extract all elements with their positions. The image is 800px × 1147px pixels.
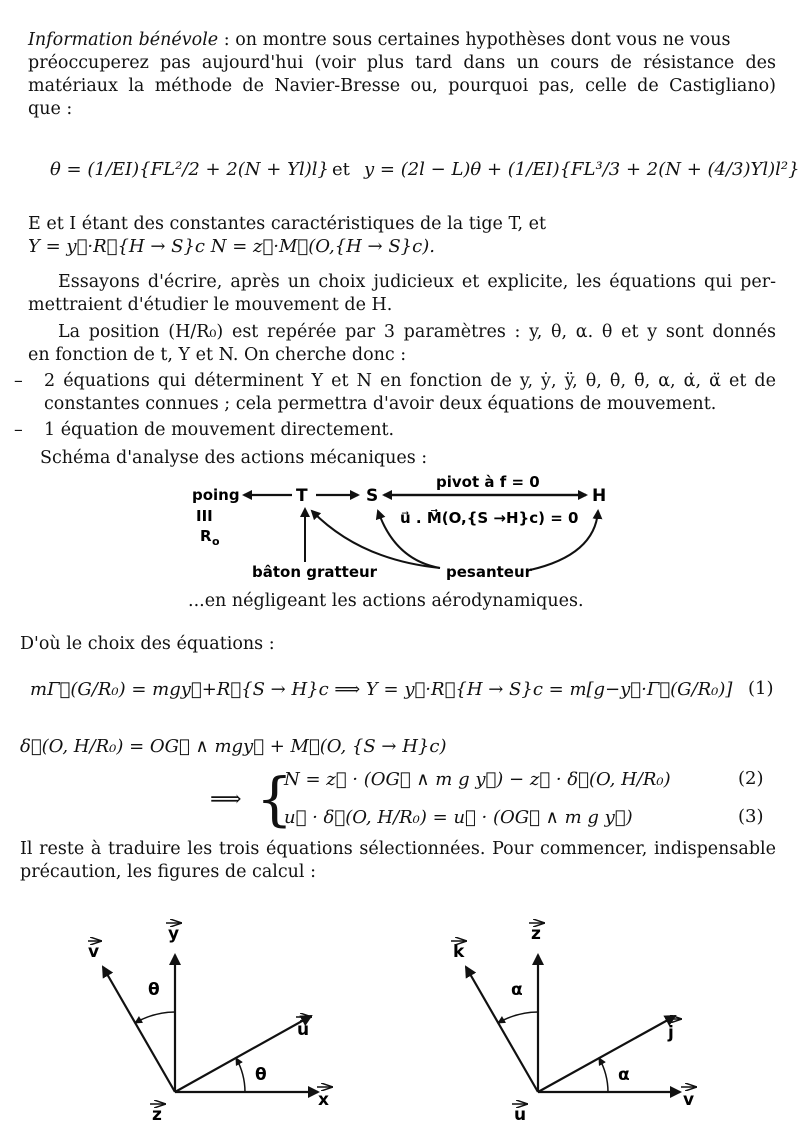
system-brace: { [256,765,293,833]
schema-note: ...en négligeant les actions aérodynamiques. [188,591,584,611]
schema-pesanteur: pesanteur [446,563,533,581]
formula-y: y = (2l − L)θ + (1/EI){FL³/3 + 2(N + (4/3)Yl)l²} [364,159,800,180]
eq-1: mΓ⃗(G/R₀) = mgy⃗+R⃗{S → H}c ⟹ Y = y⃗·R⃗{H → S}c = m[g−y⃗·Γ⃗(G/R₀)] [30,679,733,700]
intro-text-1: : on montre sous certaines hypothèses dont vous ne vous [223,30,731,50]
intro-line-4: que : [28,99,73,119]
axis-v [103,967,175,1092]
bullet-1-line-1: 2 équations qui déterminent Y et N en fonction de y, ẏ, ÿ, θ, θ̇, θ̈, α, α̇, α̈ et de [44,371,776,391]
label-alpha-top: α [511,980,523,1000]
para-position-2: en fonction de t, Y et N. On cherche donc : [28,345,407,365]
implies-arrow: ⟹ [210,787,242,812]
closing-line-1: Il reste à traduire les trois équations sélectionnées. Pour commencer, indispensable [20,839,776,859]
eq-3: u⃗ · δ⃗(O, H/R₀) = u⃗ · (OG⃗ ∧ m g y⃗) [284,807,633,828]
arc-alpha-right [599,1058,608,1092]
figure-right [451,923,697,1125]
closing-line-2: précaution, les figures de calcul : [20,862,316,882]
para-position-1: La position (H/R₀) est repérée par 3 paramètres : y, θ, α. θ et y sont donnés [58,322,776,342]
label-z-right: z [531,924,541,944]
eq-3-number: (3) [738,806,764,827]
schema-R0-sub: o [212,535,220,548]
schema-R0: R [200,527,212,545]
schema-title: Schéma d'analyse des actions mécaniques : [40,448,428,468]
eq-2-number: (2) [738,768,764,789]
eq-2: N = z⃗ · (OG⃗ ∧ m g y⃗) − z⃗ · δ⃗(O, H/R₀) [284,769,671,790]
def-Y-N: Y = y⃗·R⃗{H → S}c N = z⃗·M⃗(O,{H → S}c). [28,236,435,257]
bullet-dash-2: – [14,420,23,440]
para-essayons-2: mettraient d'étudier le mouvement de H. [28,295,393,315]
label-alpha-right: α [618,1065,630,1085]
para-constants: E et I étant des constantes caractéristiques de la tige T, et [28,214,547,234]
schema-diagram [0,465,800,590]
intro-line-3: matériaux la méthode de Navier-Bresse ou, pourquoi pas, celle de Castigliano) [28,76,776,96]
schema-T: T [296,486,308,506]
bullet-2-line-1: 1 équation de mouvement directement. [44,420,395,440]
label-z: z [152,1105,162,1125]
arc-theta-right [236,1058,245,1092]
label-theta-right: θ [255,1065,267,1085]
schema-S: S [366,486,379,506]
label-u: u [297,1020,310,1040]
schema-poing: poing [192,486,240,504]
label-u-right: u [514,1105,527,1125]
intro-lead: Information bénévole [28,30,219,50]
formula-theta: θ = (1/EI){FL²/2 + 2(N + Yl)l} [50,159,329,180]
intro-line-1 [28,29,776,51]
figure-left [88,923,333,1125]
label-v: v [88,942,100,962]
arc-theta-top [135,1012,175,1023]
choice-title: D'où le choix des équations : [20,634,275,654]
axis-k [466,967,538,1092]
label-k: k [453,942,465,962]
arc-alpha-top [498,1012,538,1023]
label-x: x [318,1090,329,1110]
eq-moment: δ⃗(O, H/R₀) = OG⃗ ∧ mgy⃗ + M⃗(O, {S → H}c) [20,736,447,757]
label-j: j [668,1023,674,1043]
schema-equiv: III [196,507,213,525]
formula-et: et [332,159,350,180]
intro-line-2: préoccuperez pas aujourd'hui (voir plus tard dans un cours de résistance des [28,53,776,73]
schema-baton: bâton gratteur [252,563,378,581]
schema-pivot: pivot à f = 0 [436,473,540,491]
axis-u [175,1016,311,1092]
para-essayons-1: Essayons d'écrire, après un choix judicieux et explicite, les équations qui per- [58,272,776,292]
bullet-1-line-2: constantes connues ; cela permettra d'avoir deux équations de mouvement. [44,394,717,414]
eq-1-number: (1) [748,678,774,699]
schema-cond: u⃗ . M⃗(O,{S →H}c) = 0 [400,509,579,527]
bullet-dash-1: – [14,371,23,391]
label-y: y [168,924,180,944]
schema-H: H [592,486,607,506]
calc-figures [0,895,800,1147]
label-theta-top: θ [148,980,160,1000]
label-v-right: v [683,1090,695,1110]
